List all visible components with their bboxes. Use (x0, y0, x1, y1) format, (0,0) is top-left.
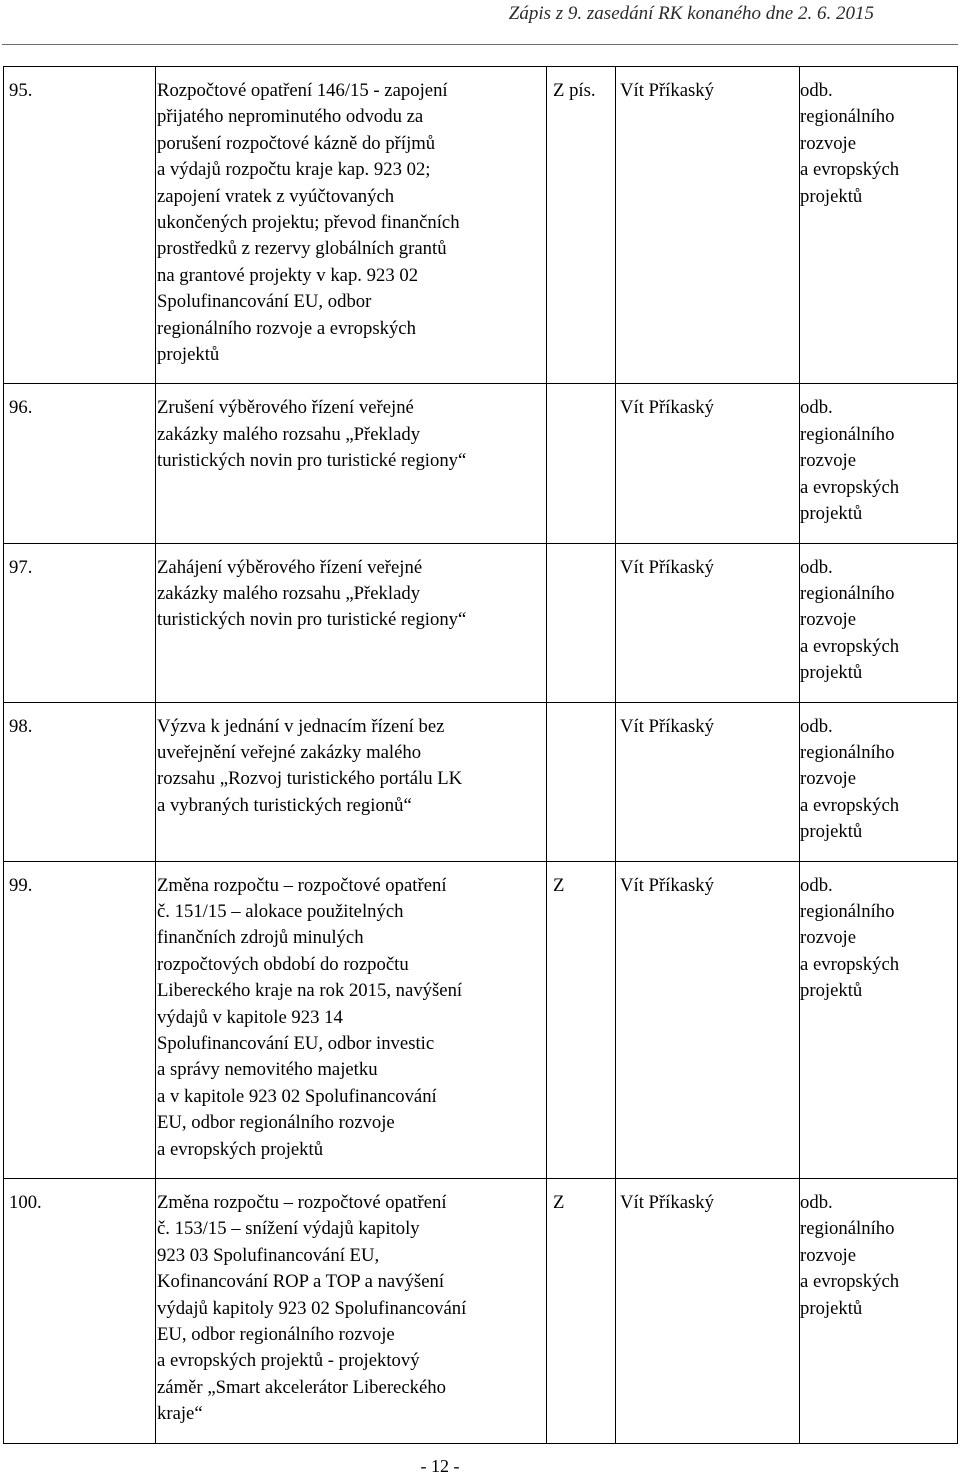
item-title-line: EU, odbor regionálního rozvoje (157, 1112, 395, 1134)
item-department (800, 702, 958, 861)
item-department-line: projektů (800, 821, 863, 843)
item-title-line: č. 151/15 – alokace použitelných (157, 900, 404, 922)
item-department-line: projektů (800, 662, 863, 684)
item-department (800, 861, 958, 1178)
item-department (800, 384, 958, 543)
item-title (156, 861, 547, 1178)
item-title-line: finančních zdrojů minulých (157, 927, 364, 949)
item-department-line: a evropských (800, 794, 900, 816)
item-title-line: Zahájení výběrového řízení veřejné (157, 556, 423, 578)
item-title-line: prostředků z rezervy globálních grantů (157, 238, 447, 260)
item-title-line: projektů (157, 344, 220, 366)
item-presenter: Vít Příkaský (616, 702, 800, 861)
item-title-line: Výzva k jednání v jednacím řízení bez (157, 715, 445, 737)
agenda-row (4, 702, 958, 861)
item-title (156, 67, 547, 384)
item-department-line: odb. (800, 397, 833, 419)
item-number: 99. (4, 861, 156, 1178)
item-department-line: rozvoje (800, 609, 857, 631)
item-department-line: rozvoje (800, 132, 857, 154)
item-title-line: a výdajů rozpočtu kraje kap. 923 02; (157, 159, 431, 181)
item-title-line: č. 153/15 – snížení výdajů kapitoly (157, 1218, 420, 1240)
header-rule (2, 44, 958, 45)
item-title-line: Spolufinancování EU, odbor (157, 291, 372, 313)
item-department-line: regionálního (800, 106, 895, 128)
item-mark: Z (547, 1179, 616, 1444)
item-title-line: uveřejnění veřejné zakázky malého (157, 741, 422, 763)
item-department (800, 67, 958, 384)
item-department-line: rozvoje (800, 450, 857, 472)
item-title-line: turistických novin pro turistické regiony“ (157, 609, 467, 631)
item-number: 96. (4, 384, 156, 543)
item-title (156, 702, 547, 861)
item-title-line: rozsahu „Rozvoj turistického portálu LK (157, 768, 463, 790)
item-department-line: projektů (800, 980, 863, 1002)
item-title-line: a evropských projektů (157, 1138, 324, 1160)
item-title (156, 384, 547, 543)
item-title-line: Změna rozpočtu – rozpočtové opatření (157, 1192, 447, 1214)
agenda-row (4, 543, 958, 702)
item-department-line: odb. (800, 1192, 833, 1214)
item-title-line: zapojení vratek z vyúčtovaných (157, 185, 395, 207)
item-department-line: rozvoje (800, 1244, 857, 1266)
item-title-line: ukončených projektu; převod finančních (157, 212, 460, 234)
item-department-line: regionálního (800, 741, 895, 763)
item-department-line: projektů (800, 185, 863, 207)
item-title-line: na grantové projekty v kap. 923 02 (157, 264, 419, 286)
item-number: 95. (4, 67, 156, 384)
item-department-line: regionálního (800, 900, 895, 922)
item-title-line: Změna rozpočtu – rozpočtové opatření (157, 874, 447, 896)
item-department-line: rozvoje (800, 768, 857, 790)
agenda-row (4, 1179, 958, 1444)
item-department-line: odb. (800, 80, 833, 101)
item-title-line: výdajů v kapitole 923 14 (157, 1006, 343, 1028)
item-title-line: a správy nemovitého majetku (157, 1059, 378, 1081)
item-mark: Z pís. (547, 67, 616, 384)
item-department-line: projektů (800, 503, 863, 525)
item-presenter: Vít Příkaský (616, 67, 800, 384)
item-presenter: Vít Příkaský (616, 543, 800, 702)
item-department-line: odb. (800, 874, 833, 896)
item-number: 97. (4, 543, 156, 702)
agenda-row (4, 384, 958, 543)
agenda-row (4, 861, 958, 1178)
item-title-line: záměr „Smart akcelerátor Libereckého (157, 1376, 446, 1398)
item-title-line: regionálního rozvoje a evropských (157, 317, 416, 339)
item-title-line: Spolufinancování EU, odbor investic (157, 1033, 435, 1054)
item-mark (547, 543, 616, 702)
item-department-line: projektů (800, 1297, 863, 1319)
item-mark (547, 384, 616, 543)
item-department (800, 1179, 958, 1444)
item-presenter: Vít Příkaský (616, 384, 800, 543)
item-department-line: a evropských (800, 635, 900, 657)
item-title-line: Libereckého kraje na rok 2015, navýšení (157, 980, 463, 1002)
item-department-line: a evropských (800, 1271, 900, 1293)
item-title-line: rozpočtových období do rozpočtu (157, 953, 409, 975)
item-title-line: a v kapitole 923 02 Spolufinancování (157, 1085, 437, 1107)
item-department-line: a evropských (800, 476, 900, 498)
item-number: 100. (4, 1179, 156, 1444)
page-number: - 12 - (420, 1456, 460, 1476)
agenda-table-body (4, 67, 958, 1444)
item-title-line: Zrušení výběrového řízení veřejné (157, 397, 414, 419)
item-title (156, 1179, 547, 1444)
agenda-table (3, 66, 958, 1444)
item-title-line: EU, odbor regionálního rozvoje (157, 1324, 395, 1346)
item-department-line: a evropských (800, 159, 900, 181)
item-title (156, 543, 547, 702)
item-mark (547, 702, 616, 861)
item-title-line: porušení rozpočtové kázně do příjmů (157, 132, 436, 154)
item-title-line: přijatého neprominutého odvodu za (157, 106, 424, 128)
item-title-line: Kofinancování ROP a TOP a navýšení (157, 1271, 445, 1293)
item-department-line: odb. (800, 556, 833, 578)
agenda-row (4, 67, 958, 384)
item-mark: Z (547, 861, 616, 1178)
item-department-line: rozvoje (800, 927, 857, 949)
item-department-line: regionálního (800, 582, 895, 604)
item-title-line: turistických novin pro turistické regiony“ (157, 450, 467, 472)
item-department-line: a evropských (800, 953, 900, 975)
item-department (800, 543, 958, 702)
item-title-line: kraje“ (157, 1403, 203, 1425)
item-department-line: odb. (800, 715, 833, 737)
item-presenter: Vít Příkaský (616, 861, 800, 1178)
item-title-line: 923 03 Spolufinancování EU, (157, 1244, 380, 1266)
document-header: Zápis z 9. zasedání RK konaného dne 2. 6. 2015 (508, 3, 874, 24)
item-number: 98. (4, 702, 156, 861)
item-department-line: regionálního (800, 1218, 895, 1240)
item-presenter: Vít Příkaský (616, 1179, 800, 1444)
item-title-line: a evropských projektů - projektový (157, 1350, 420, 1372)
item-department-line: regionálního (800, 423, 895, 445)
item-title-line: zakázky malého rozsahu „Překlady (157, 423, 421, 445)
item-title-line: zakázky malého rozsahu „Překlady (157, 582, 421, 604)
item-title-line: a vybraných turistických regionů“ (157, 794, 412, 816)
item-title-line: Rozpočtové opatření 146/15 - zapojení (157, 80, 448, 101)
item-title-line: výdajů kapitoly 923 02 Spolufinancování (157, 1297, 467, 1319)
